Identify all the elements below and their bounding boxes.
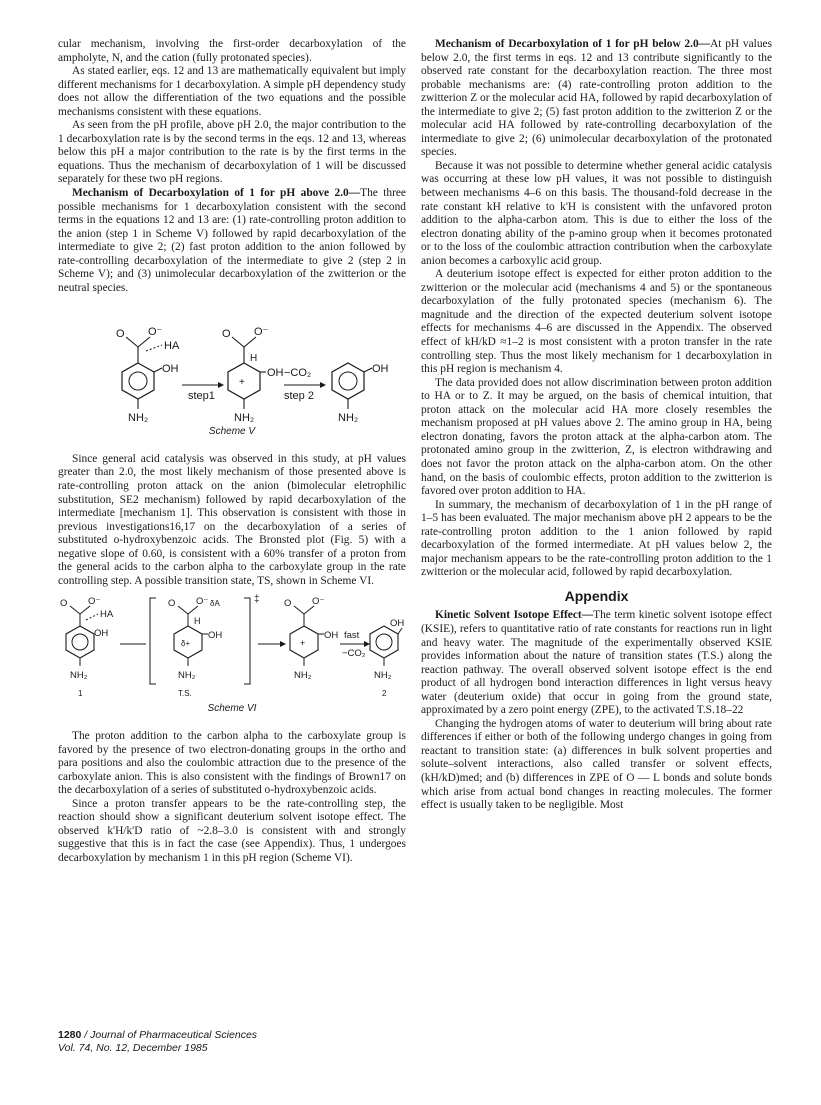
structure-intermediate (222, 326, 284, 423)
scheme-label: step1 (188, 390, 215, 403)
right-column (421, 38, 772, 813)
section-heading: Kinetic Solvent Isotope Effect— (435, 609, 594, 622)
paragraph: The data provided does not allow discrimination between proton addition to HA or to Z. It may be argued, on the basis of chemical intuition, that proton attack on the molecular acid HA more closely resembles the mechanism proposed at pH values above 2. The amino group in HA, being electron donating, favors the proton attack at the alpha-carbon atom. The protonated amino group in the zwitterion, Z, is electron withdrawing and does not favor the proton attack on the alpha-carbon atom. On the other hand, on the basis of coulombic effects, proton addition to the zwitterion is favored over proton addition to HA. (421, 376, 772, 498)
scheme-label: O⁻ (148, 326, 163, 339)
paragraph: Since general acid catalysis was observed in this study, at pH values greater than 2.0, the most likely mechanism of those presented above is rate-controlling proton attack on the anion (bimolecular eletrophilic substitution, SE2 mechanism) followed by rapid decarboxylation of the intermediate [mechanism 1]. This observation is consistent with those in previous investigations16,17 on the decarboxylation of a series of substituted o-hydroxybenzoic acids. The Bronsted plot (Fig. 5) with a negative slope of 0.60, is consistent with a 60% transfer of a proton from the general acids to the carbon alpha to the carboxylate group in the rate controlling step. A possible transition state, TS, shown in Scheme VI. (58, 452, 406, 587)
scheme-label: OH (94, 628, 109, 640)
paragraph (421, 38, 772, 160)
scheme-label: O⁻ (312, 596, 325, 608)
scheme-label: NH₂ (294, 670, 312, 682)
scheme-label: H (250, 353, 258, 365)
scheme-label: ‡ (254, 594, 260, 606)
scheme-label: NH₂ (128, 412, 149, 424)
scheme-label: NH₂ (234, 412, 255, 424)
scheme-label: OH (324, 630, 339, 642)
paragraph: Because it was not possible to determine whether general acidic catalysis was occurring at these low pH values, it was not possible to distinguish between mechanisms 4–6 on this basis. The thousand-fold decrease in the rate constant kH relative to k'H is consistent with the unfavored proton addition to the alpha-carbon atom. This is due to either the loss of the electron donating ability of the p-amino group when it becomes protonated or to the loss of the coulombic attraction contribution when the carboxylate anion becomes a carboxylic acid group. (421, 159, 772, 267)
paragraph-body: At pH values below 2.0, the first terms in eqs. 12 and 13 contribute significantly to the observed rate constant for the decarboxylation reaction. The three most probable mechanisms are: (4) rate-controlling proton addition to the zwitterion Z or the molecular acid HA, followed by rapid decarboxylation of the intermediate to give 2; (5) fast proton addition to the zwitterion Z or the molecular acid HA followed by rate-controlling decarboxylation of the intermediate to give 2; (6) unimolecular decarboxylation of the protonated species. (421, 38, 773, 159)
scheme-label: HA (100, 609, 114, 621)
paragraph: As seen from the pH profile, above pH 2.0, the major contribution to the 1 decarboxylation rate is by the second terms in the eqs. 12 and 13, whereas below this pH a major contribution to the rate is by the first terms in the equations. Thus the mechanism of decarboxylation of 1 will be discussed separately for these two pH regions. (58, 119, 406, 186)
scheme-label: NH₂ (178, 670, 196, 682)
scheme-label: OH (267, 367, 284, 380)
scheme-label: + (300, 638, 306, 649)
scheme-label: O (116, 328, 125, 341)
scheme-label: O⁻ (88, 596, 101, 608)
journal-volume: Vol. 74, No. 12, December 1985 (58, 1042, 208, 1054)
scheme-label: H (194, 616, 201, 627)
scheme-label: O (168, 598, 176, 610)
scheme-label: −CO₂ (284, 367, 312, 380)
scheme-label: NH₂ (70, 670, 88, 682)
scheme-label: OH (162, 363, 179, 376)
paragraph: cular mechanism, involving the first-order decarboxylation of the ampholyte, N, and the cation (fully protonated species). (58, 38, 406, 64)
structure-anion (116, 326, 180, 423)
scheme-label: OH (208, 630, 223, 642)
paragraph: In summary, the mechanism of decarboxylation of 1 in the pH range of 1–5 has been evaluated. The major mechanism above pH 2 appears to be the rate-controlling proton addition to the 1 anion followed by rapid decarboxylation of the formed intermediate. At pH values below 2, the major mechanism appears to be the rate-controlling proton addition to the 1 zwitterion or the molecular acid, followed by rapid decarboxylation. (421, 498, 772, 579)
structure-transition-state (150, 594, 260, 698)
scheme-label: HA (164, 340, 180, 353)
section-heading: Mechanism of Decarboxylation of 1 for pH below 2.0— (435, 38, 711, 50)
scheme-label: OH (372, 363, 389, 376)
paragraph (58, 187, 406, 295)
scheme-label: NH₂ (338, 412, 359, 424)
scheme-label: O (222, 328, 231, 341)
scheme-v-figure (58, 301, 406, 439)
scheme-label: O⁻ (254, 326, 269, 339)
scheme-label: 2 (382, 689, 387, 699)
journal-name: / Journal of Pharmaceutical Sciences (84, 1029, 258, 1041)
scheme-label: fast (344, 630, 360, 642)
structure-1 (60, 596, 114, 698)
left-column (58, 38, 406, 865)
scheme-label: O (284, 598, 292, 610)
scheme-label: T.S. (178, 689, 192, 699)
paragraph (421, 609, 772, 717)
section-heading: Mechanism of Decarboxylation of 1 for pH above 2.0— (72, 187, 361, 200)
structure-intermediate (284, 596, 338, 681)
scheme-vi-figure (58, 594, 406, 716)
appendix-heading: Appendix (564, 587, 629, 604)
paragraph-body: The three possible mechanisms for 1 decarboxylation consistent with the second terms in the equations 12 and 13 are: (1) rate-controlling proton addition to the anion (step 1 in Scheme V) followed by rapid decarboxylation of the intermediate to give 2; (2) fast proton addition to the anion followed by rate-controlling decarboxylation of the intermediate to give 2 (step 2 in Scheme V); and (3) unimolecular decarboxylation of the zwitterion or the neutral species. (58, 187, 406, 294)
scheme-label: −CO₂ (342, 648, 366, 660)
page-footer (58, 1029, 257, 1055)
scheme-label: step 2 (284, 390, 314, 403)
scheme-caption: Scheme VI (207, 703, 257, 715)
scheme-label: NH₂ (374, 670, 392, 682)
structure-2 (370, 618, 404, 698)
structure-product (332, 363, 389, 423)
paragraph: As stated earlier, eqs. 12 and 13 are mathematically equivalent but imply different mechanisms for 1 decarboxylation. A simple pH dependency study does not allow the differentiation of the two equations and the possible mechanisms consistent with these equations. (58, 65, 406, 118)
scheme-label: δA (210, 599, 220, 609)
scheme-label: δ+ (181, 639, 191, 649)
paragraph: Since a proton transfer appears to be the rate-controlling step, the reaction should show a significant deuterium solvent isotope effect. The observed k'H/k'D ratio of ~2.8–3.0 is consistent with and strongly suggestive that this is in fact the case (see Appendix). Thus, 1 undergoes decarboxylation by mechanism 1 in this pH region (Scheme VI). (58, 797, 406, 864)
page-number: 1280 (58, 1029, 82, 1041)
paragraph: Changing the hydrogen atoms of water to deuterium will bring about rate differences if either or both of the following undergo changes in going from reactant to transition state: (a) differences in bulk solvent properties and solute–solvent interactions, also called transfer or solvent effects, (kH/kD)med; and (b) differences in ZPE of O — L bonds and solute bonds which arise from actual bond changes in reacting molecules. The former effect is usually taken to be negligible. Most (421, 717, 772, 812)
paragraph: The proton addition to the carbon alpha to the carboxylate group is favored by the presence of two electron-donating groups in the ortho and para positions and also the coulombic attraction due to the presence of the carboxylate anion. This is also consistent with the findings of Brown17 on the decarboxylation of a series of substituted o-hydroxybenzoic acids. (58, 729, 406, 797)
paragraph: A deuterium isotope effect is expected for either proton addition to the zwitterion or the molecular acid (mechanisms 4 and 5) or the spontaneous decarboxylation of the fully protonated species (mechanism 6). The magnitude and the direction of the expected deuterium solvent isotope effects for mechanisms 4–6 are discussed in the Appendix. The observed effect of kH/kD ≈1–2 is most consistent with a proton transfer in the rate controlling step. Thus the most likely mechanism for 1 decarboxylation in this pH region is mechanism 4. (421, 268, 772, 376)
scheme-label: O (60, 598, 68, 610)
scheme-label: 1 (78, 689, 83, 699)
scheme-label: OH (390, 618, 405, 630)
scheme-label: O⁻ (196, 596, 209, 608)
scheme-caption: Scheme V (208, 426, 256, 438)
paragraph-body: The term kinetic solvent isotope effect (KSIE), refers to quantitative ratio of rate constants for reactions run in light and heavy water. The magnitude of the experimentally observed KSIE provides information about the nature of transition states (T.S.) along the reaction pathway. The overall observed solvent isotope effect is the end product of all hydrogen bond interaction differences in light versus heavy water (deuterium oxide) that occur in going from the ground state, approximated by a zero point energy (ZPE), to the activated T.S.18–22 (421, 609, 773, 717)
scheme-label: + (239, 377, 245, 389)
